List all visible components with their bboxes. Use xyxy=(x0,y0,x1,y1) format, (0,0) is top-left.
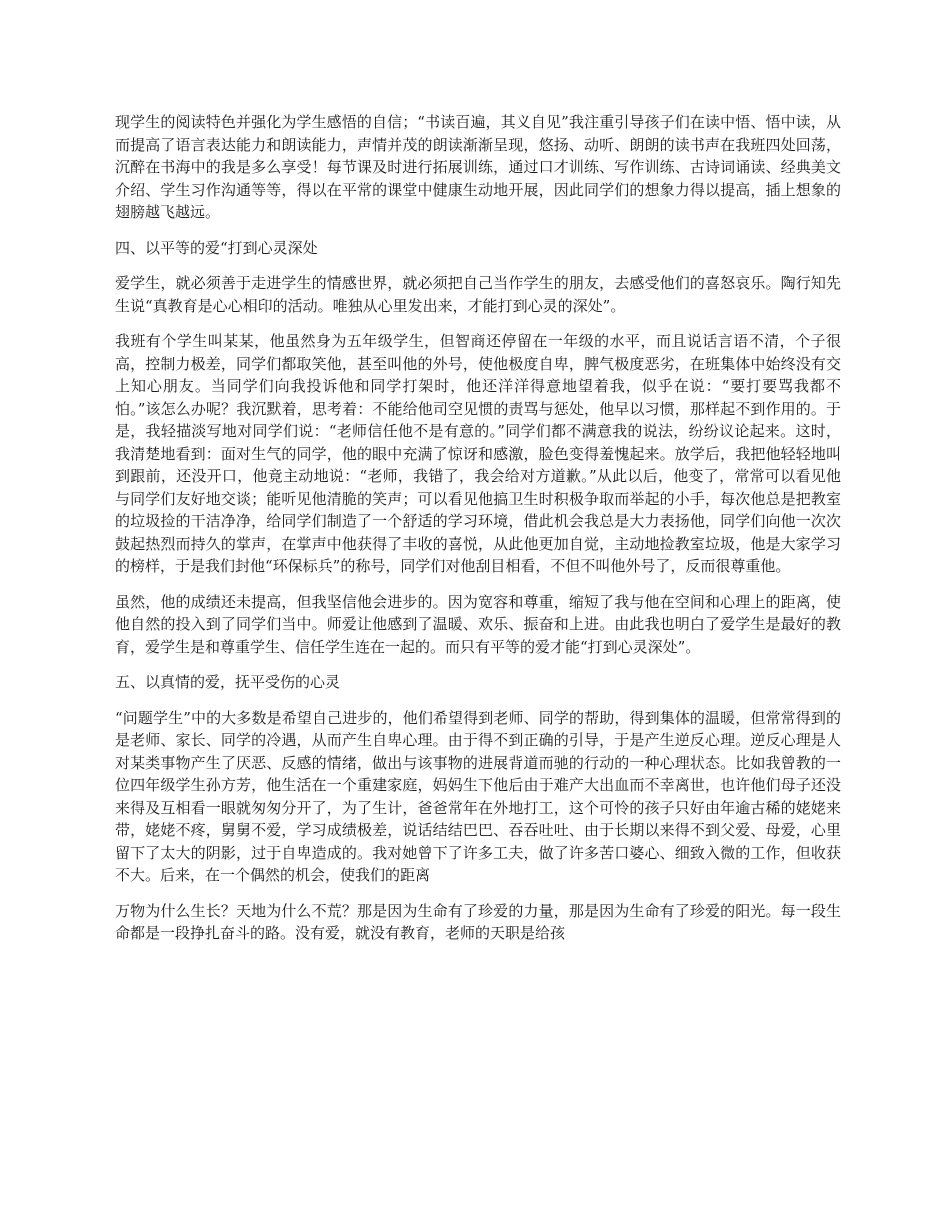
section-heading-five: 五、以真情的爱，抚平受伤的心灵 xyxy=(115,673,341,691)
document-body xyxy=(115,111,841,958)
paragraph-reading-practice: 现学生的阅读特色并强化为学生感悟的自信；“书读百遍，其义自见”我注重引导孩子们在读中悟、悟中读，从而提高了语言表达能力和朗读能力，声情并茂的朗读渐渐呈现，悠扬、动听、朗朗的读书声在我班四处回荡，沉醉在书海中的我是多么享受！每节课及时进行拓展训练，通过口才训练、写作训练、古诗词诵读、经典美文介绍、学生习作沟通等等，得以在平常的课堂中健康生动地开展，因此同学们的想象力得以提高，插上想象的翅膀越飞越远。 xyxy=(115,113,841,221)
section-heading-four: 四、以平等的爱“打到心灵深处 xyxy=(115,238,318,257)
paragraph-why-grow: 万物为什么生长？天地为什么不荒？那是因为生命有了珍爱的力量，那是因为生命有了珍爱的阳光。每一段生命都是一段挣扎奋斗的路。没有爱，就没有教育，老师的天职是给孩 xyxy=(115,901,841,942)
paragraph-love-students: 爱学生，就必须善于走进学生的情感世界，就必须把自己当作学生的朋友，去感受他们的喜怒哀乐。陶行知先生说“真教育是心心相印的活动。唯独从心里发出来，才能打到心灵的深处”。 xyxy=(115,274,841,315)
paragraph-problem-students: “问题学生”中的大多数是希望自己进步的，他们希望得到老师、同学的帮助，得到集体的温暖，但常常得到的是老师、家长、同学的冷遇，从而产生自卑心理。由于得不到正确的引导，于是产生逆反心理。逆反心理是人对某类事物产生了厌恶、反感的情绪，做出与该事物的进展背道而驰的行动的一种心理状态。比如我曾教的一位四年级学生孙方芳，他生活在一个重建家庭，妈妈生下他后由于难产大出血而不幸离世，也许他们母子还没来得及互相看一眼就匆匆分开了，为了生计，爸爸常年在外地打工，这个可怜的孩子只好由年逾古稀的姥姥来带，姥姥不疼，舅舅不爱，学习成绩极差，说话结结巴巴、吞吞吐吐、由于长期以来得不到父爱、母爱，心里留下了太大的阴影，过于自卑造成的。我对她曾下了许多工夫，做了许多苦口婆心、细致入微的工作，但收获不大。后来，在一个偶然的机会，使我们的距离 xyxy=(115,708,841,884)
paragraph-conclusion-equal-love: 虽然，他的成绩还未提高，但我坚信他会进步的。因为宽容和尊重，缩短了我与他在空间和心理上的距离，使他自然的投入到了同学们当中。师爱让他感到了温暖、欢乐、振奋和上进。由此我也明白了爱学生是最好的教育，爱学生是和尊重学生、信任学生连在一起的。而只有平等的爱才能“打到心灵深处”。 xyxy=(115,592,841,656)
paragraph-student-story: 我班有个学生叫某某，他虽然身为五年级学生，但智商还停留在一年级的水平，而且说话言语不清，个子很高，控制力极差，同学们都取笑他，甚至叫他的外号，使他极度自卑，脾气极度恶劣，在班集体中始终没有交上知心朋友。当同学们向我投诉他和同学打架时，他还洋洋得意地望着我，似乎在说：“要打要骂我都不怕。”该怎么办呢？我沉默着，思考着：不能给他司空见惯的责骂与惩处，他早以习惯，那样起不到作用的。于是，我轻描淡写地对同学们说：“老师信任他不是有意的。”同学们都不满意我的说法，纷纷议论起来。这时，我清楚地看到：面对生气的同学，他的眼中充满了惊讶和感激，脸色变得羞愧起来。放学后，我把他轻轻地叫到跟前，还没开口，他竟主动地说：“老师，我错了，我会给对方道歉。”从此以后，他变了，常常可以看见他与同学们友好地交谈；能听见他清脆的笑声；可以看见他搞卫生时积极争取而举起的小手，每次他总是把教室的垃圾捡的干洁净净，给同学们制造了一个舒适的学习环境，借此机会我总是大力表扬他，同学们向他一次次鼓起热烈而持久的掌声，在掌声中他获得了丰收的喜悦，从此他更加自觉，主动地捡教室垃圾，他是大家学习的榜样，于是我们封他“环保标兵”的称号，同学们对他刮目相看，不但不叫他外号了，反而很尊重他。 xyxy=(115,332,841,575)
